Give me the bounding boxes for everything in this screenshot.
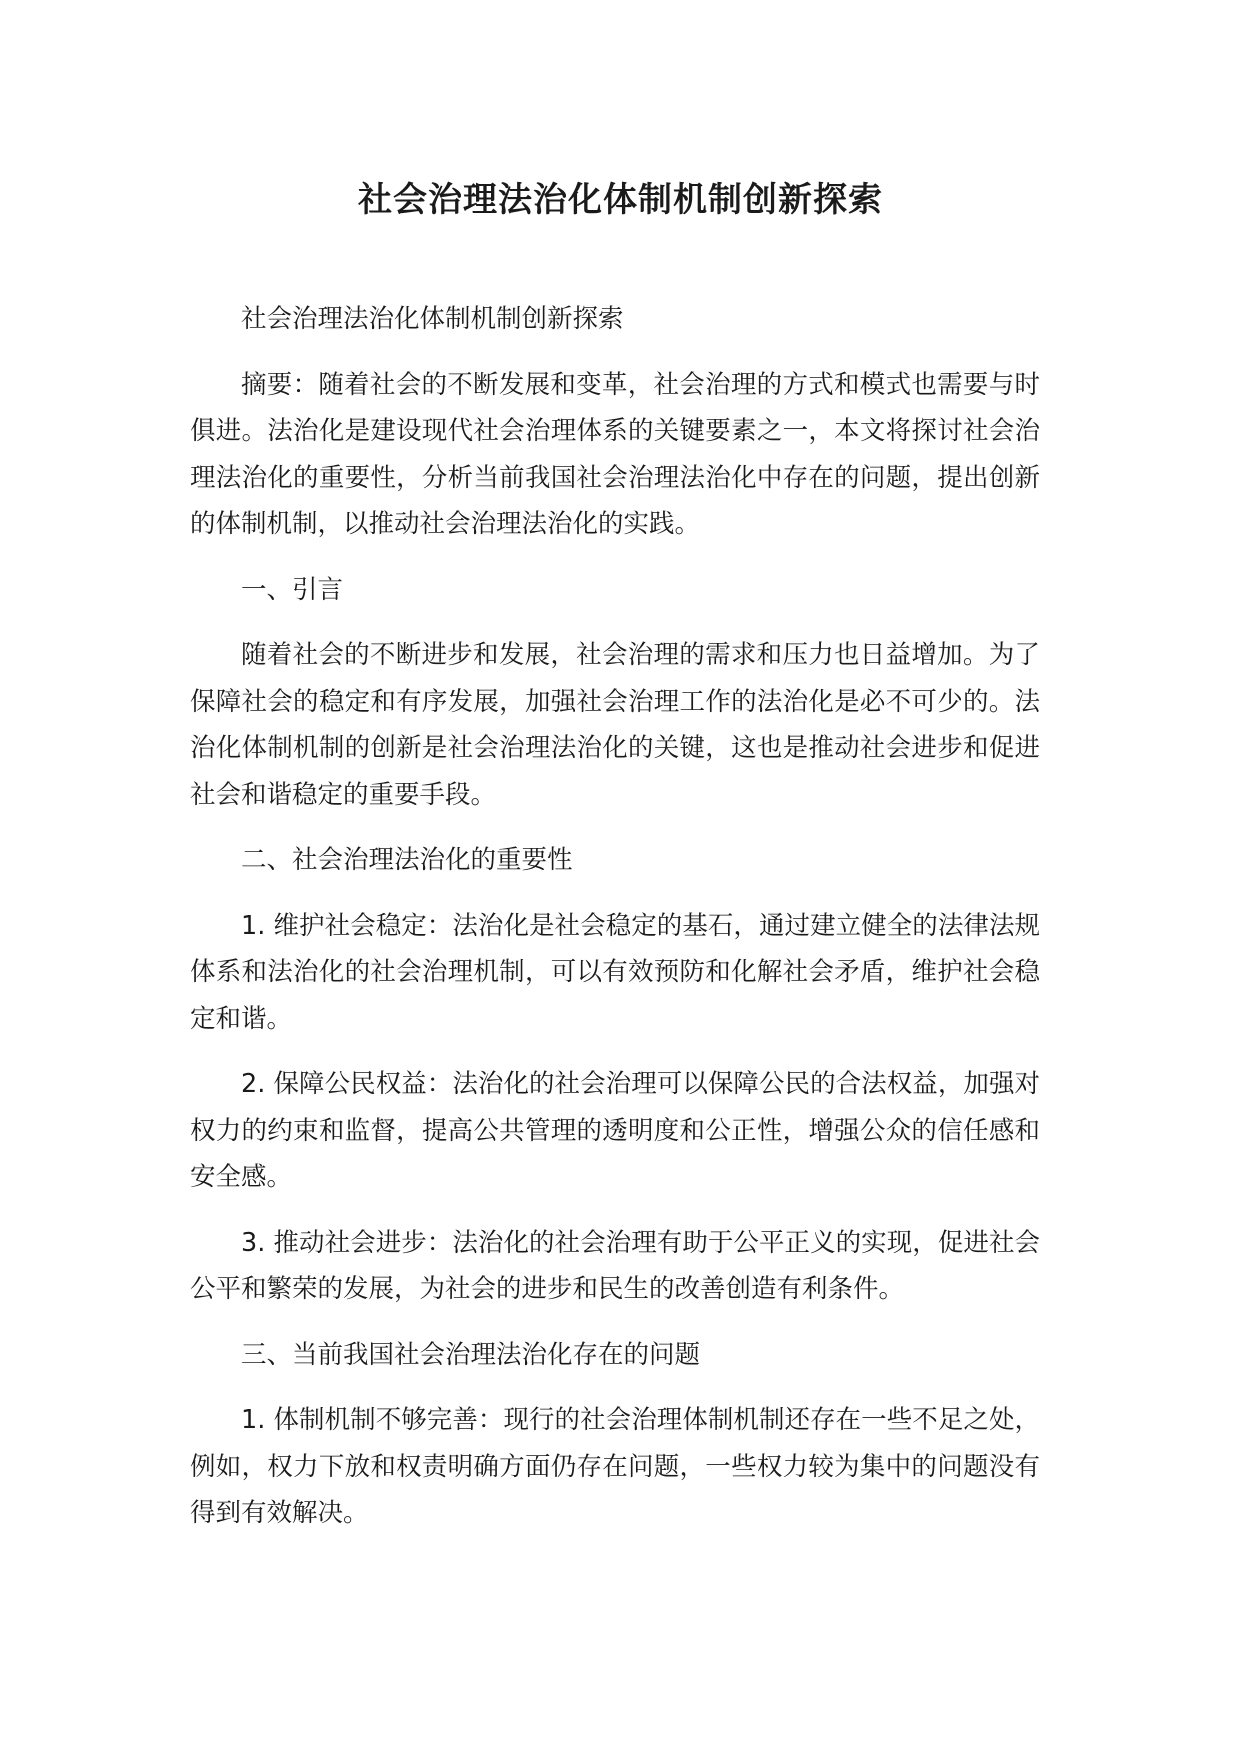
subtitle-paragraph: 社会治理法治化体制机制创新探索 [241,304,624,334]
importance-item-1: 1. 维护社会稳定：法治化是社会稳定的基石，通过建立健全的法律法规体系和法治化的社会治理机制，可以有效预防和化解社会矛盾，维护社会稳定和谐。 [190,910,1040,1034]
section-heading-introduction: 一、引言 [241,574,344,605]
section-heading-problems: 三、当前我国社会治理法治化存在的问题 [241,1339,701,1370]
abstract-paragraph: 摘要：随着社会的不断发展和变革，社会治理的方式和模式也需要与时俱进。法治化是建设现代社会治理体系的关键要素之一，本文将探讨社会治理法治化的重要性，分析当前我国社会治理法治化中存在的问题，提出创新的体制机制，以推动社会治理法治化的实践。 [190,369,1040,539]
document-body [190,296,1040,1556]
importance-item-2: 2. 保障公民权益：法治化的社会治理可以保障公民的合法权益，加强对权力的约束和监督，提高公共管理的透明度和公正性，增强公众的信任感和安全感。 [190,1069,1040,1192]
problems-item-1: 1. 体制机制不够完善：现行的社会治理体制机制还存在一些不足之处，例如，权力下放和权责明确方面仍存在问题，一些权力较为集中的问题没有得到有效解决。 [190,1405,1040,1528]
introduction-paragraph: 随着社会的不断进步和发展，社会治理的需求和压力也日益增加。为了保障社会的稳定和有序发展，加强社会治理工作的法治化是必不可少的。法治化体制机制的创新是社会治理法治化的关键，这也是推动社会进步和促进社会和谐稳定的重要手段。 [190,640,1040,810]
document-title: 社会治理法治化体制机制创新探索 [358,180,883,220]
importance-item-3: 3. 推动社会进步：法治化的社会治理有助于公平正义的实现，促进社会公平和繁荣的发展，为社会的进步和民生的改善创造有利条件。 [190,1227,1040,1304]
section-heading-importance: 二、社会治理法治化的重要性 [241,845,573,875]
